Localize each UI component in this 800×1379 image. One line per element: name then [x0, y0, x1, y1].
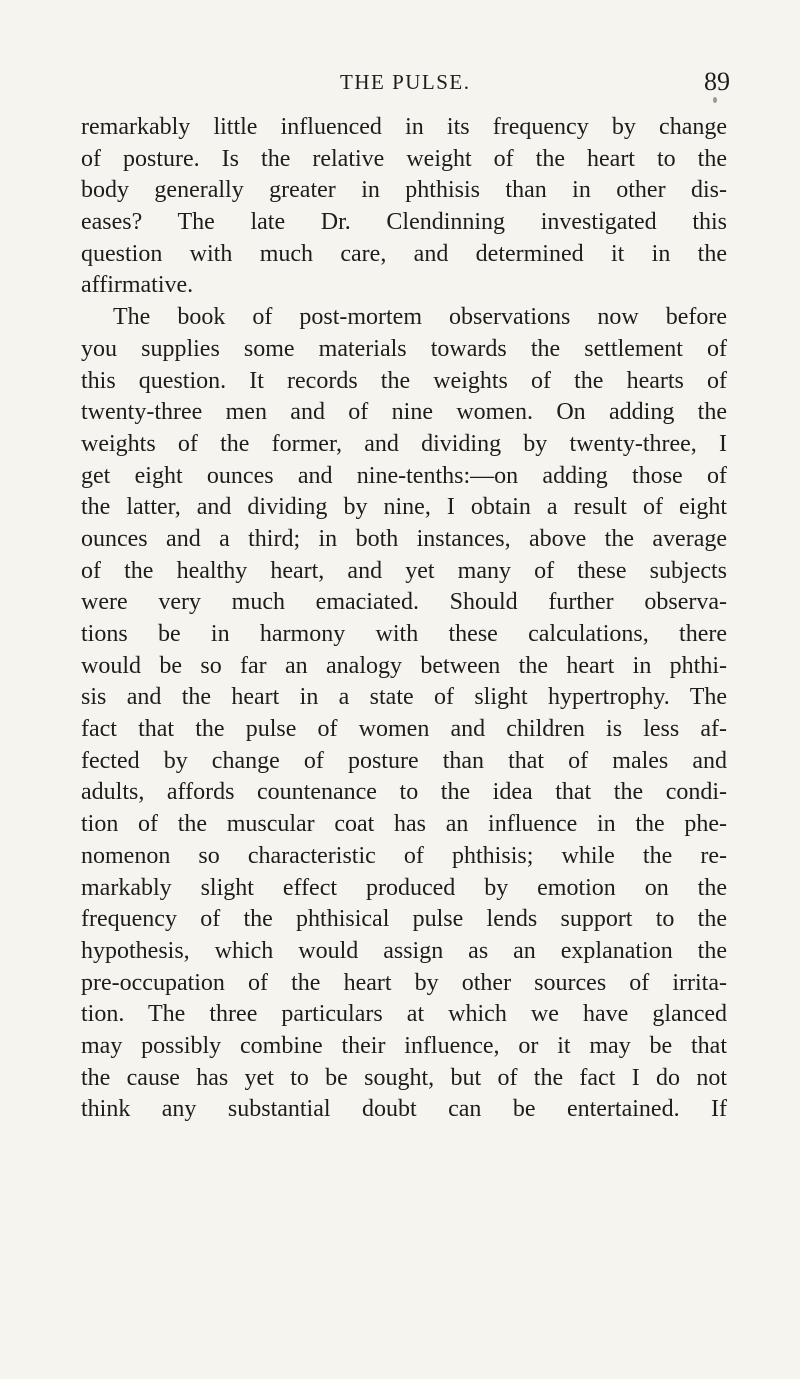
- text-line: may possibly combine their influence, or it may be that: [81, 1032, 727, 1059]
- text-line: this question. It records the weights of the hearts of: [81, 367, 727, 394]
- text-line: the latter, and dividing by nine, I obtain a result of eight: [81, 494, 727, 521]
- text-line: tion of the muscular coat has an influence in the phe-: [81, 811, 727, 838]
- text-line: question with much care, and determined it in the: [81, 240, 727, 267]
- text-line: body generally greater in phthisis than in other dis-: [81, 177, 727, 204]
- text-line: you supplies some materials towards the settlement of: [81, 335, 727, 362]
- text-line: the cause has yet to be sought, but of the fact I do not: [81, 1064, 727, 1091]
- text-line: twenty-three men and of nine women. On adding the: [81, 399, 727, 426]
- text-line: remarkably little influenced in its frequency by change: [81, 114, 727, 140]
- paragraph-start-line: The book of post-mortem observations now before: [113, 304, 727, 331]
- text-line: of the healthy heart, and yet many of these subjects: [81, 557, 727, 584]
- text-line: affirmative.: [81, 272, 194, 299]
- text-line: weights of the former, and dividing by twenty-three, I: [81, 430, 727, 457]
- text-line: fected by change of posture than that of males and: [81, 747, 727, 774]
- text-line: would be so far an analogy between the heart in phthi-: [81, 652, 727, 679]
- text-line: get eight ounces and nine-tenths:—on adding those of: [81, 462, 727, 489]
- text-line: fact that the pulse of women and children is less af-: [81, 716, 727, 743]
- text-line: eases? The late Dr. Clendinning investigated this: [81, 209, 727, 236]
- text-line: sis and the heart in a state of slight hypertrophy. The: [81, 684, 727, 711]
- running-head: [0, 67, 800, 100]
- running-title: THE PULSE.: [340, 70, 471, 94]
- text-line: tion. The three particulars at which we have glanced: [81, 1001, 727, 1028]
- text-line: ounces and a third; in both instances, above the average: [81, 525, 727, 552]
- page-number: 89: [704, 67, 730, 96]
- text-line: were very much emaciated. Should further observa-: [81, 589, 727, 616]
- text-line: of posture. Is the relative weight of the heart to the: [81, 145, 727, 172]
- text-line: nomenon so characteristic of phthisis; while the re-: [81, 842, 727, 869]
- print-speck: [713, 97, 717, 103]
- text-line: adults, affords countenance to the idea that the condi-: [81, 779, 727, 806]
- text-line: tions be in harmony with these calculations, there: [81, 621, 727, 647]
- body-text: [81, 112, 727, 1126]
- text-line: frequency of the phthisical pulse lends support to the: [81, 906, 727, 933]
- text-line: markably slight effect produced by emotion on the: [81, 874, 727, 901]
- text-line: pre-occupation of the heart by other sources of irrita-: [81, 969, 727, 996]
- text-line: hypothesis, which would assign as an explanation the: [81, 937, 727, 964]
- text-line: think any substantial doubt can be entertained. If: [81, 1096, 727, 1123]
